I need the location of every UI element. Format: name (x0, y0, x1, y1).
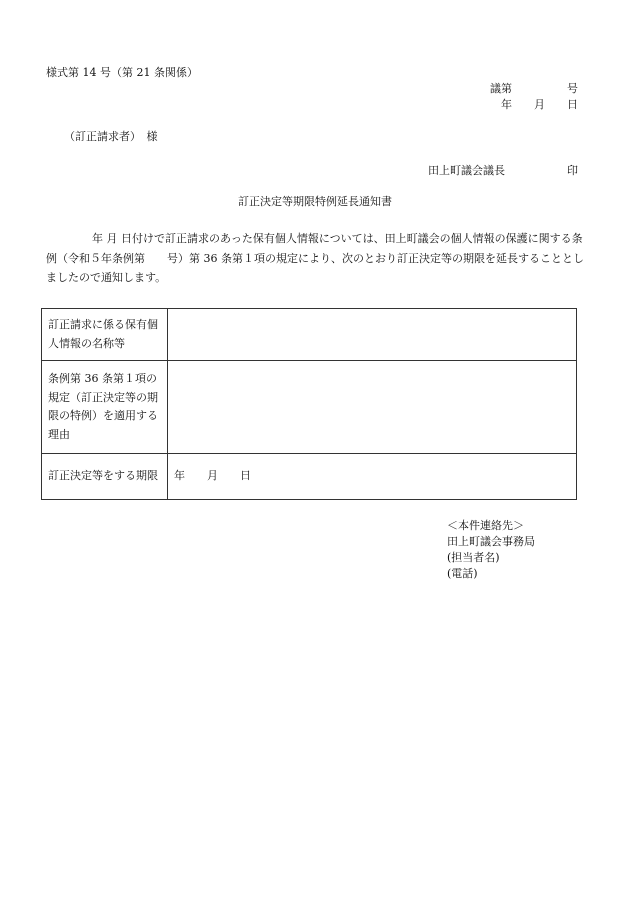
document-title: 訂正決定等期限特例延長通知書 (238, 195, 392, 208)
document-number: 議第 号 (490, 82, 578, 95)
row-value-info-name (168, 309, 577, 361)
contact-block (447, 518, 535, 582)
info-table (41, 308, 577, 500)
contact-person: (担当者名) (447, 551, 500, 564)
addressee: （訂正請求者） 様 (64, 130, 158, 143)
contact-heading: ＜本件連絡先＞ (447, 519, 524, 532)
issue-date: 年 月 日 (501, 98, 578, 111)
row-label-deadline: 訂正決定等をする期限 (42, 454, 168, 500)
sender-name: 田上町議会議長 (428, 164, 505, 177)
body-paragraph: 年 月 日付けで訂正請求のあった保有個人情報については、田上町議会の個人情報の保護に関する条例（令和５年条例第 号）第 36 条第１項の規定により、次のとおり訂正決定等の期限を延長することとしましたので通知します。 (46, 232, 584, 284)
sender (428, 162, 578, 178)
row-label-reason: 条例第 36 条第１項の規定（訂正決定等の期限の特例）を適用する理由 (42, 361, 168, 454)
contact-office: 田上町議会事務局 (447, 535, 535, 548)
table-row (42, 309, 577, 361)
row-value-reason (168, 361, 577, 454)
row-value-deadline: 年 月 日 (168, 454, 577, 500)
form-number: 様式第 14 号（第 21 条関係） (46, 66, 198, 79)
contact-phone: (電話) (447, 567, 478, 580)
row-label-info-name: 訂正請求に係る保有個人情報の名称等 (42, 309, 168, 361)
table-row (42, 361, 577, 454)
seal-mark: 印 (567, 164, 578, 177)
table-row (42, 454, 577, 500)
